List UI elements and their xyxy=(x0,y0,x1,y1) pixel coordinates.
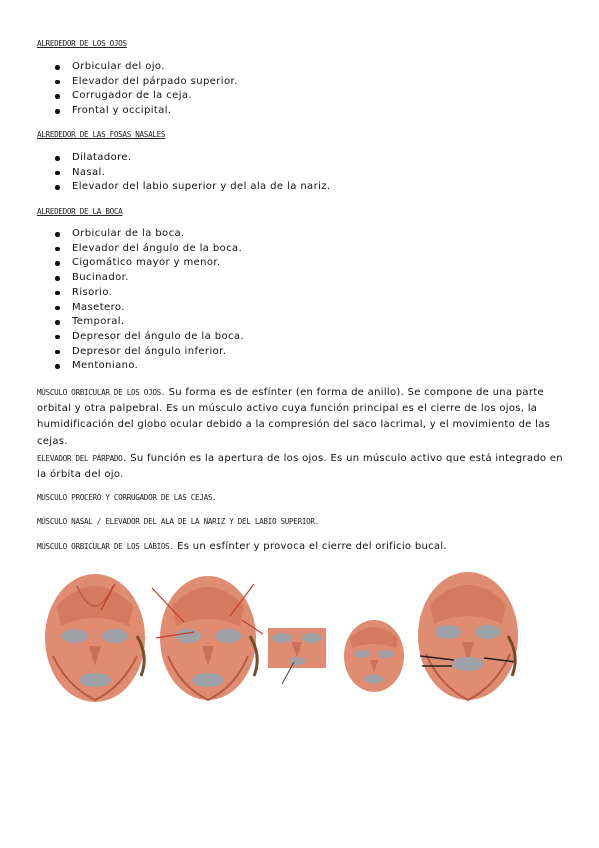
list-item: Orbicular del ojo. xyxy=(52,60,238,75)
list-item: Masetero. xyxy=(52,301,244,316)
list-item: Elevador del párpado superior. xyxy=(52,75,238,90)
section-title: ALREDEDOR DE LAS FOSAS NASALES xyxy=(37,130,166,139)
paragraph xyxy=(37,490,565,506)
bullet-list xyxy=(52,227,244,374)
list-item: Elevador del ángulo de la boca. xyxy=(52,242,244,257)
list-item: Nasal. xyxy=(52,166,331,181)
paragraph-lead: MUSCULO PROCERO Y CORRUGADOR DE LAS CEJAS. xyxy=(37,493,217,502)
paragraph-text: Es un esfínter y provoca el cierre del orificio bucal. xyxy=(173,541,447,552)
paragraph xyxy=(37,385,565,450)
section-title: ALREDEDOR DE LOS OJOS xyxy=(37,39,127,48)
paragraph xyxy=(37,539,565,555)
section-title: ALREDEDOR DE LA BOCA xyxy=(37,207,123,216)
bullet-list xyxy=(52,60,238,119)
bullet-list xyxy=(52,151,331,195)
list-item: Frontal y occipital. xyxy=(52,104,238,119)
paragraph-lead: ELEVADOR DEL PÁRPADO. xyxy=(37,454,127,463)
list-item: Bucinador. xyxy=(52,271,244,286)
paragraph-lead: MÚSCULO NASAL / ELEVADOR DEL ALA DE LA NARIZ Y DEL LABIO SUPERIOR. xyxy=(37,517,319,526)
paragraph-lead: MÚSCULO ORBICULAR DE LOS OJOS. xyxy=(37,388,166,397)
list-item: Mentoniano. xyxy=(52,359,244,374)
list-item: Corrugador de la ceja. xyxy=(52,89,238,104)
list-item: Cigomático mayor y menor. xyxy=(52,256,244,271)
face-illustration xyxy=(412,566,524,706)
list-item: Orbicular de la boca. xyxy=(52,227,244,242)
face-illustration xyxy=(150,566,265,706)
paragraph-lead: MÚSCULO ORBICULAR DE LOS LABIOS. xyxy=(37,542,174,551)
list-item: Depresor del ángulo inferior. xyxy=(52,345,244,360)
nose-detail xyxy=(268,628,326,684)
face-illustration xyxy=(37,566,153,706)
list-item: Temporal. xyxy=(52,315,244,330)
list-item: Risorio. xyxy=(52,286,244,301)
paragraph xyxy=(37,514,565,530)
list-item: Depresor del ángulo de la boca. xyxy=(52,330,244,345)
list-item: Elevador del labio superior y del ala de la nariz. xyxy=(52,180,331,195)
face-illustration xyxy=(340,616,408,694)
paragraph-text: Su función es la apertura de los ojos. Es un músculo activo que está integrado en la órbita del ojo. xyxy=(37,453,563,481)
paragraph-text: Su forma es de esfínter (en forma de anillo). Se compone de una parte orbital y otra palpebral. Es un músculo activo cuya función principal es el cierre de los ojos, la humidificación del globo ocular debido a la compresión del saco lacrimal, y el movimiento de las cejas. xyxy=(37,387,551,447)
list-item: Dilatadore. xyxy=(52,151,331,166)
paragraph xyxy=(37,451,565,483)
